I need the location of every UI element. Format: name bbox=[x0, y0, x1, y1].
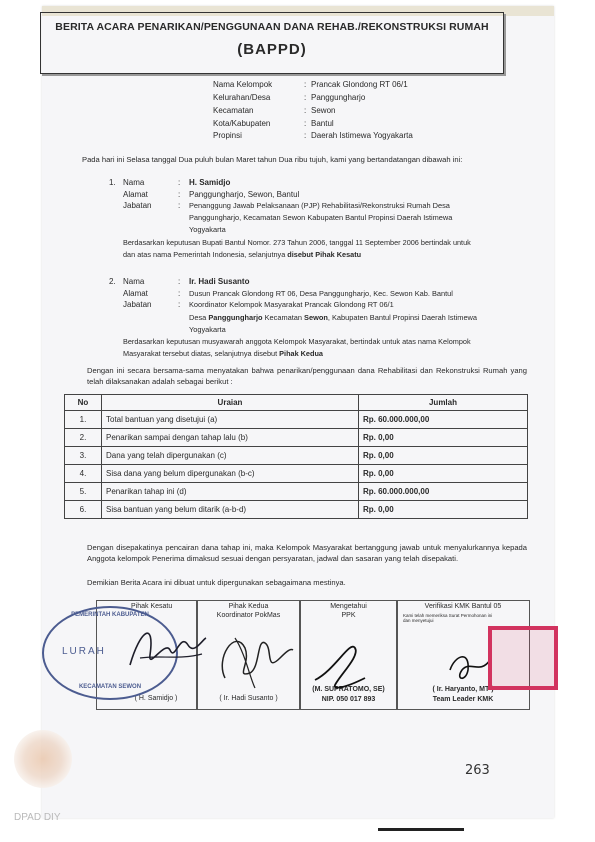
party1-basis-text: dan atas nama Pemerintah Indonesia, selanjutnya bbox=[123, 250, 286, 259]
signature-role: Verifikasi KMK Bantul 05 bbox=[424, 603, 502, 610]
text: , Kabupaten Bantul Propinsi Daerah Istimewa bbox=[327, 313, 478, 322]
table-cell-no: 1. bbox=[65, 411, 102, 429]
colon: : bbox=[178, 201, 181, 210]
text: Kecamatan bbox=[264, 313, 302, 322]
colon: : bbox=[178, 190, 181, 199]
table-row bbox=[65, 447, 528, 465]
signature-2 bbox=[205, 618, 295, 693]
identity-label: Kecamatan bbox=[213, 106, 254, 115]
scan-bar bbox=[378, 828, 464, 831]
column-header: Uraian bbox=[102, 395, 359, 411]
stamp-top-text: PEMERINTAH KABUPATEN bbox=[71, 612, 149, 618]
party-label: Alamat bbox=[123, 190, 148, 199]
table-cell-no: 6. bbox=[65, 501, 102, 519]
party1-position: Panggungharjo, Kecamatan Sewon Kabupaten Bantul Propinsi Daerah Istimewa bbox=[189, 213, 453, 222]
statement-paragraph: Dengan ini secara bersama-sama menyatakan bahwa penarikan/penggunaan dana Rehabilitasi dan Rekonstruksi Rumah yang telah dilaksanakan adalah sebagai berikut : bbox=[87, 366, 527, 386]
party2-name: Ir. Hadi Susanto bbox=[189, 277, 250, 286]
dpad-logo-watermark bbox=[14, 730, 72, 788]
signature-name: (M. SUPRATOMO, SE) bbox=[312, 686, 385, 693]
party2-position bbox=[189, 313, 477, 322]
identity-label: Kota/Kabupaten bbox=[213, 119, 271, 128]
party-label: Jabatan bbox=[123, 300, 152, 309]
party-label: Nama bbox=[123, 178, 145, 187]
table-row bbox=[65, 483, 528, 501]
party-number: 1. bbox=[109, 178, 116, 187]
page-number: 263 bbox=[465, 763, 490, 778]
party-label: Nama bbox=[123, 277, 145, 286]
signature-nip: Team Leader KMK bbox=[432, 696, 494, 703]
colon: : bbox=[304, 119, 307, 128]
stamp-center-text: LURAH bbox=[62, 646, 106, 657]
table-cell-uraian: Dana yang telah dipergunakan (c) bbox=[102, 447, 359, 465]
signature-subrole: PPK bbox=[341, 612, 356, 619]
table-cell-uraian: Sisa dana yang belum dipergunakan (b-c) bbox=[102, 465, 359, 483]
party2-basis: Berdasarkan keputusan musyawarah anggota Kelompok Masyarakat, bertindak untuk atas nama Kelompok bbox=[123, 337, 471, 346]
party2-position: Koordinator Kelompok Masyarakat Prancak Glondong RT 06/1 bbox=[189, 300, 394, 309]
table-cell-jumlah: Rp. 0,00 bbox=[359, 447, 528, 465]
signature-name: ( H. Samidjo ) bbox=[134, 695, 178, 702]
party1-name: H. Samidjo bbox=[189, 178, 231, 187]
party-label: Jabatan bbox=[123, 201, 152, 210]
identity-value: Sewon bbox=[311, 106, 336, 115]
signature-role: Pihak Kesatu bbox=[131, 603, 173, 610]
colon: : bbox=[178, 289, 181, 298]
colon: : bbox=[304, 131, 307, 140]
table-cell-jumlah: Rp. 0,00 bbox=[359, 501, 528, 519]
identity-value: Prancak Glondong RT 06/1 bbox=[311, 80, 408, 89]
signature-name: ( Ir. Haryanto, MT ) bbox=[432, 686, 494, 693]
identity-value: Daerah Istimewa Yogyakarta bbox=[311, 131, 413, 140]
watermark-text: DPAD DIY bbox=[14, 812, 61, 823]
signature-name: ( Ir. Hadi Susanto ) bbox=[219, 695, 278, 702]
signature-role: Pihak Kedua bbox=[228, 603, 269, 610]
closing-line: Demikian Berita Acara ini dibuat untuk dipergunakan sebagaimana mestinya. bbox=[87, 578, 346, 587]
party-label: Alamat bbox=[123, 289, 148, 298]
title-box bbox=[40, 12, 504, 74]
table-cell-jumlah: Rp. 0,00 bbox=[359, 429, 528, 447]
signature-role: Mengetahui bbox=[330, 603, 367, 610]
text: Desa bbox=[189, 313, 207, 322]
signature-subrole: Kami telah memeriksa Surat Permohonan ini dan menyetujui bbox=[403, 613, 493, 623]
table-cell-uraian: Penarikan sampai dengan tahap lalu (b) bbox=[102, 429, 359, 447]
table-header-row bbox=[65, 395, 528, 411]
table-cell-jumlah: Rp. 60.000.000,00 bbox=[359, 411, 528, 429]
column-header: Jumlah bbox=[359, 395, 528, 411]
colon: : bbox=[304, 80, 307, 89]
table-row bbox=[65, 411, 528, 429]
party2-position: Yogyakarta bbox=[189, 325, 226, 334]
table-cell-no: 3. bbox=[65, 447, 102, 465]
party1-address: Panggungharjo, Sewon, Bantul bbox=[189, 190, 300, 199]
identity-label: Nama Kelompok bbox=[213, 80, 273, 89]
closing-paragraph: Dengan disepakatinya pencairan dana tahap ini, maka Kelompok Masyarakat bertanggung jawab untuk menyalurkannya kepada Anggota kelompok Penerima dimaksud sesuai dengan persyaratan, jadwal dan sasaran yang telah disepakati. bbox=[87, 543, 527, 563]
identity-label: Propinsi bbox=[213, 131, 242, 140]
party2-address: Dusun Prancak Glondong RT 06, Desa Panggungharjo, Kec. Sewon Kab. Bantul bbox=[189, 289, 453, 298]
party1-basis: Berdasarkan keputusan Bupati Bantul Nomor. 273 Tahun 2006, tanggal 11 September 2006 bertindak untuk bbox=[123, 238, 471, 247]
kmk-red-stamp bbox=[488, 626, 558, 690]
table-cell-no: 5. bbox=[65, 483, 102, 501]
table-cell-no: 2. bbox=[65, 429, 102, 447]
table-cell-uraian: Sisa bantuan yang belum ditarik (a-b-d) bbox=[102, 501, 359, 519]
identity-value: Panggungharjo bbox=[311, 93, 366, 102]
party-number: 2. bbox=[109, 277, 116, 286]
identity-value: Bantul bbox=[311, 119, 334, 128]
colon: : bbox=[304, 106, 307, 115]
document-acronym: (BAPPD) bbox=[237, 41, 307, 58]
table-row bbox=[65, 429, 528, 447]
table-cell-jumlah: Rp. 0,00 bbox=[359, 465, 528, 483]
column-header: No bbox=[65, 395, 102, 411]
table-cell-uraian: Total bantuan yang disetujui (a) bbox=[102, 411, 359, 429]
intro-paragraph: Pada hari ini Selasa tanggal Dua puluh bulan Maret tahun Dua ribu tujuh, kami yang bertandatangan dibawah ini: bbox=[82, 155, 463, 164]
party2-basis-text: Masyarakat tersebut diatas, selanjutnya disebut bbox=[123, 349, 278, 358]
stamp-bottom-text: KECAMATAN SEWON bbox=[78, 684, 142, 690]
identity-label: Kelurahan/Desa bbox=[213, 93, 271, 102]
signature-3 bbox=[305, 630, 385, 695]
signature-nip: NIP. 050 017 893 bbox=[321, 696, 376, 703]
party1-designation: disebut Pihak Kesatu bbox=[287, 250, 362, 259]
colon: : bbox=[178, 300, 181, 309]
party1-basis bbox=[123, 250, 361, 259]
colon: : bbox=[178, 178, 181, 187]
table-row bbox=[65, 465, 528, 483]
party1-position: Yogyakarta bbox=[189, 225, 226, 234]
signature-subrole: Koordinator PokMas bbox=[216, 612, 281, 619]
colon: : bbox=[304, 93, 307, 102]
disbursement-table bbox=[64, 394, 528, 519]
party2-designation: Pihak Kedua bbox=[279, 349, 323, 358]
party1-position: Penanggung Jawab Pelaksanaan (PJP) Rehabilitasi/Rekonstruksi Rumah Desa bbox=[189, 201, 450, 210]
party2-basis bbox=[123, 349, 323, 358]
text: Panggungharjo bbox=[208, 313, 263, 322]
table-cell-uraian: Penarikan tahap ini (d) bbox=[102, 483, 359, 501]
text: Sewon bbox=[304, 313, 328, 322]
table-cell-jumlah: Rp. 60.000.000,00 bbox=[359, 483, 528, 501]
colon: : bbox=[178, 277, 181, 286]
table-row bbox=[65, 501, 528, 519]
table-cell-no: 4. bbox=[65, 465, 102, 483]
document-title: BERITA ACARA PENARIKAN/PENGGUNAAN DANA REHAB./REKONSTRUKSI RUMAH bbox=[55, 21, 489, 33]
signature-1 bbox=[110, 610, 210, 690]
